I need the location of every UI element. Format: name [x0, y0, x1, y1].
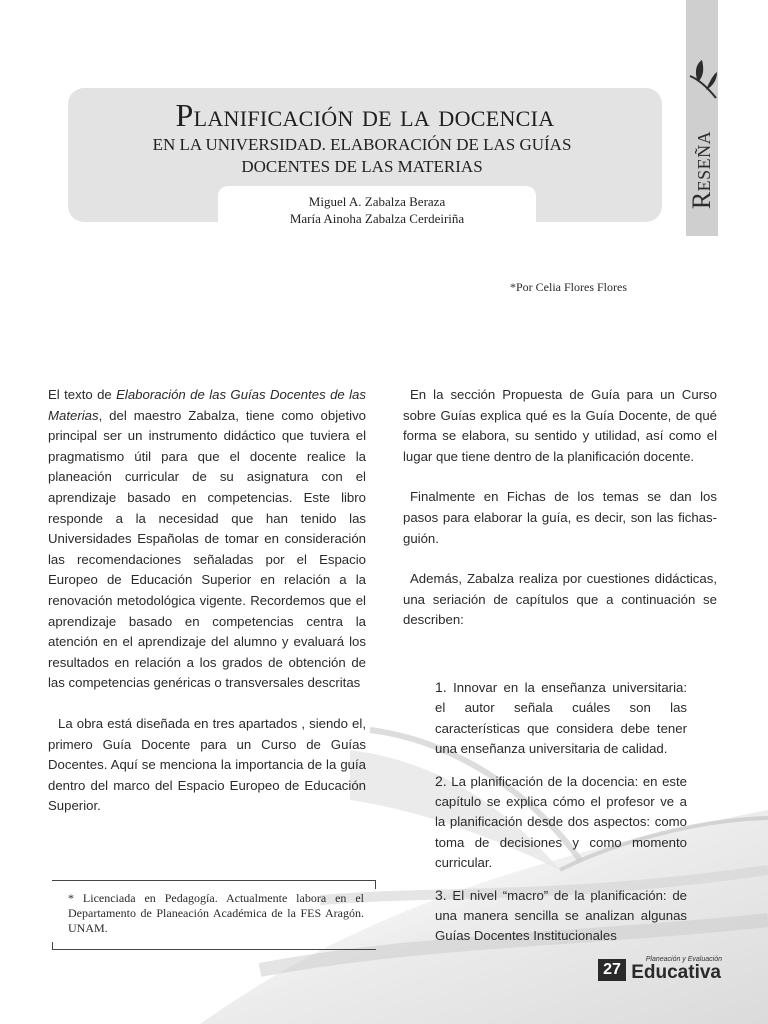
chapter-number: 2.	[435, 772, 447, 789]
article-subtitle	[80, 134, 644, 178]
chapter-item	[435, 885, 687, 947]
chapter-list	[435, 677, 687, 958]
leaf-icon	[686, 58, 718, 102]
brand-subtitle: Planeación y Evaluación	[645, 956, 722, 963]
footnote-text: * Licenciada en Pedagogía. Actualmente labora en el Departamento de Planeación Académica de la FES Aragón. UNAM.	[68, 891, 364, 935]
footnote-corner	[375, 881, 376, 889]
article-title: Planificación de la docencia	[175, 97, 555, 133]
footnote-corner	[52, 942, 53, 950]
section-label-text: Reseña	[687, 130, 716, 210]
paragraph: La obra está diseñada en tres apartados , siendo el, primero Guía Docente para un Curso de Guías Docentes. Aquí se menciona la importancia de la guía dentro del marco del Espacio Europeo de Educación Superior.	[48, 715, 366, 814]
paragraph: Además, Zabalza realiza por cuestiones didácticas, una seriación de capítulos que a continuación se describen:	[403, 571, 717, 628]
byline: *Por Celia Flores Flores	[510, 280, 627, 294]
left-column	[48, 385, 366, 817]
author-2: María Ainoha Zabalza Cerdeiriña	[289, 211, 465, 226]
author-list	[218, 193, 536, 227]
chapter-item	[435, 771, 687, 874]
chapter-item	[435, 677, 687, 760]
subtitle-line-1: EN LA UNIVERSIDAD. ELABORACIÓN DE LAS GUÍAS	[152, 135, 572, 154]
chapter-number: 1.	[435, 679, 447, 695]
right-column	[403, 385, 717, 631]
paragraph	[48, 385, 366, 694]
chapter-text: La planificación de la docencia: en este capítulo se explica cómo el profesor ve a la planificación desde dos aspectos: como toma de decisiones y como momento curricular.	[435, 773, 687, 871]
chapter-text: El nivel “macro” de la planificación: de una manera sencilla se analizan algunas Guías Docentes Institucionales	[435, 887, 687, 944]
subtitle-line-2: DOCENTES DE LAS MATERIAS	[241, 157, 483, 176]
footnote	[52, 880, 376, 950]
author-1: Miguel A. Zabalza Beraza	[308, 194, 446, 209]
paragraph-rest: , del maestro Zabalza, tiene como objetivo principal ser un instrumento didáctico que tuviera el pragmatismo útil para que el docente realice la planeación curricular de su asignatura con el aprendizaje basado en competencias. Este libro responde a la necesidad que han tenido las Universidades Españolas de tomar en consideración las recomendaciones señaladas por el Espacio Europeo de Educación Superior en relación a la renovación metodológica vigente. Recordemos que el aprendizaje basado en competencias centra la atención en el aprendizaje del alumno y evaluará los resultados en relación a los grados de obtención de las competencias genéricas o transversales descritas	[48, 407, 366, 691]
book-title-italic: Elaboración de las Guías Docentes de las Materias	[48, 387, 366, 423]
chapter-number: 3.	[435, 886, 447, 903]
page-number: 27	[598, 959, 626, 981]
paragraph: En la sección Propuesta de Guía para un Curso sobre Guías explica qué es la Guía Docente, de qué forma se elabora, su sentido y utilidad, así como el lugar que tiene dentro de la planificación docente.	[403, 387, 717, 464]
brand-name: Educativa	[631, 962, 721, 983]
paragraph: Finalmente en Fichas de los temas se dan los pasos para elaborar la guía, es decir, son las fichas-guión.	[403, 489, 717, 546]
chapter-text: Innovar en la enseñanza universitaria: el autor señala cuáles son las características que considera debe tener una enseñanza universitaria de calidad.	[435, 680, 687, 757]
journal-logo	[598, 955, 722, 983]
paragraph-intro: El texto de	[48, 387, 117, 402]
